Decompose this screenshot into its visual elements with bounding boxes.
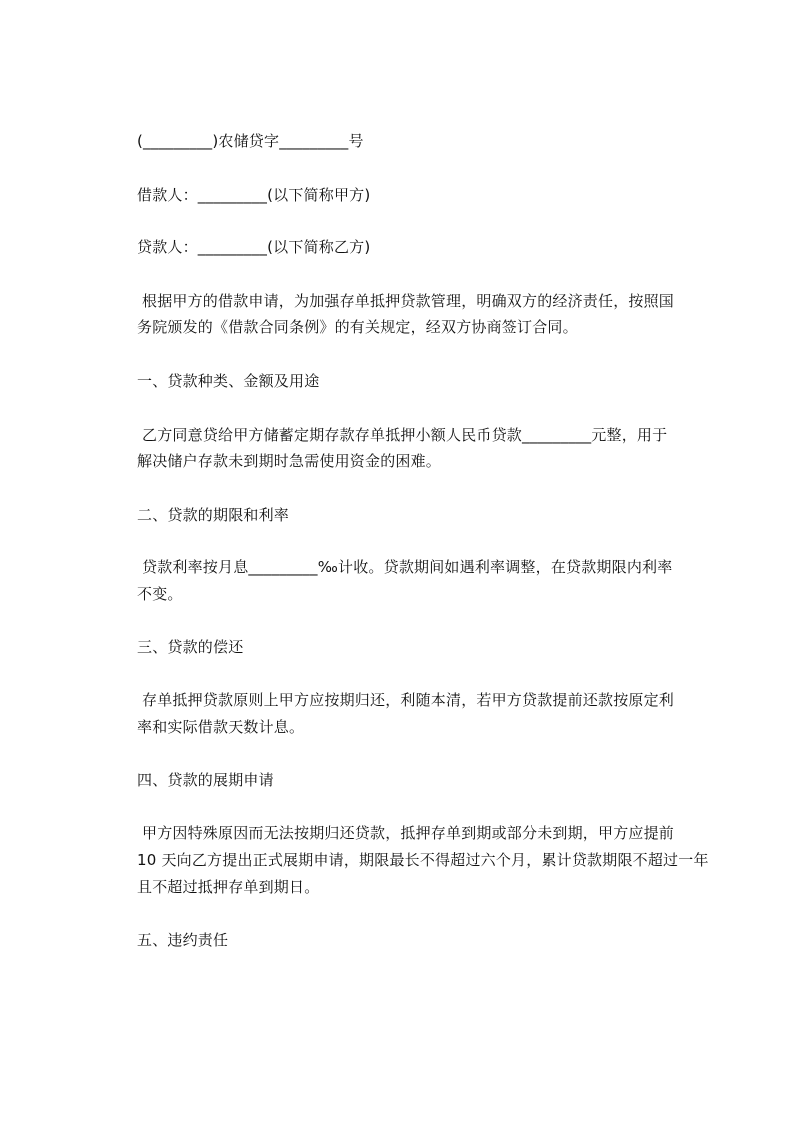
- section-3-body-line-2: 率和实际借款天数计息。: [137, 718, 305, 736]
- section-2-body-line-1: 贷款利率按月息_________‰计收。贷款期间如遇利率调整，在贷款期限内利率: [142, 558, 673, 576]
- contract-number-line: (_________)农储贷字_________号: [137, 132, 364, 150]
- section-heading-2: 二、贷款的期限和利率: [137, 506, 290, 524]
- section-heading-4: 四、贷款的展期申请: [137, 771, 274, 789]
- section-4-body-line-1: 甲方因特殊原因而无法按期归还贷款，抵押存单到期或部分未到期，甲方应提前: [142, 824, 675, 842]
- section-heading-1: 一、贷款种类、金额及用途: [137, 372, 320, 390]
- section-2-body-line-2: 不变。: [137, 585, 183, 603]
- section-heading-3: 三、贷款的偿还: [137, 638, 244, 656]
- borrower-line: 借款人：_________(以下简称甲方): [137, 186, 371, 204]
- section-4-body-line-2: 10 天向乙方提出正式展期申请，期限最长不得超过六个月，累计贷款期限不超过一年: [137, 851, 709, 869]
- section-1-body-line-1: 乙方同意贷给甲方储蓄定期存款存单抵押小额人民币贷款_________元整，用于: [142, 426, 668, 444]
- preamble-line-1: 根据甲方的借款申请，为加强存单抵押贷款管理，明确双方的经济责任，按照国: [142, 292, 675, 310]
- section-4-body-line-3: 且不超过抵押存单到期日。: [137, 878, 320, 896]
- section-1-body-line-2: 解决储户存款未到期时急需使用资金的困难。: [137, 452, 442, 470]
- section-3-body-line-1: 存单抵押贷款原则上甲方应按期归还，利随本清，若甲方贷款提前还款按原定利: [142, 691, 675, 709]
- preamble-line-2: 务院颁发的《借款合同条例》的有关规定，经双方协商签订合同。: [137, 318, 578, 336]
- lender-line: 贷款人：_________(以下简称乙方): [137, 238, 371, 256]
- section-heading-5: 五、违约责任: [137, 931, 229, 949]
